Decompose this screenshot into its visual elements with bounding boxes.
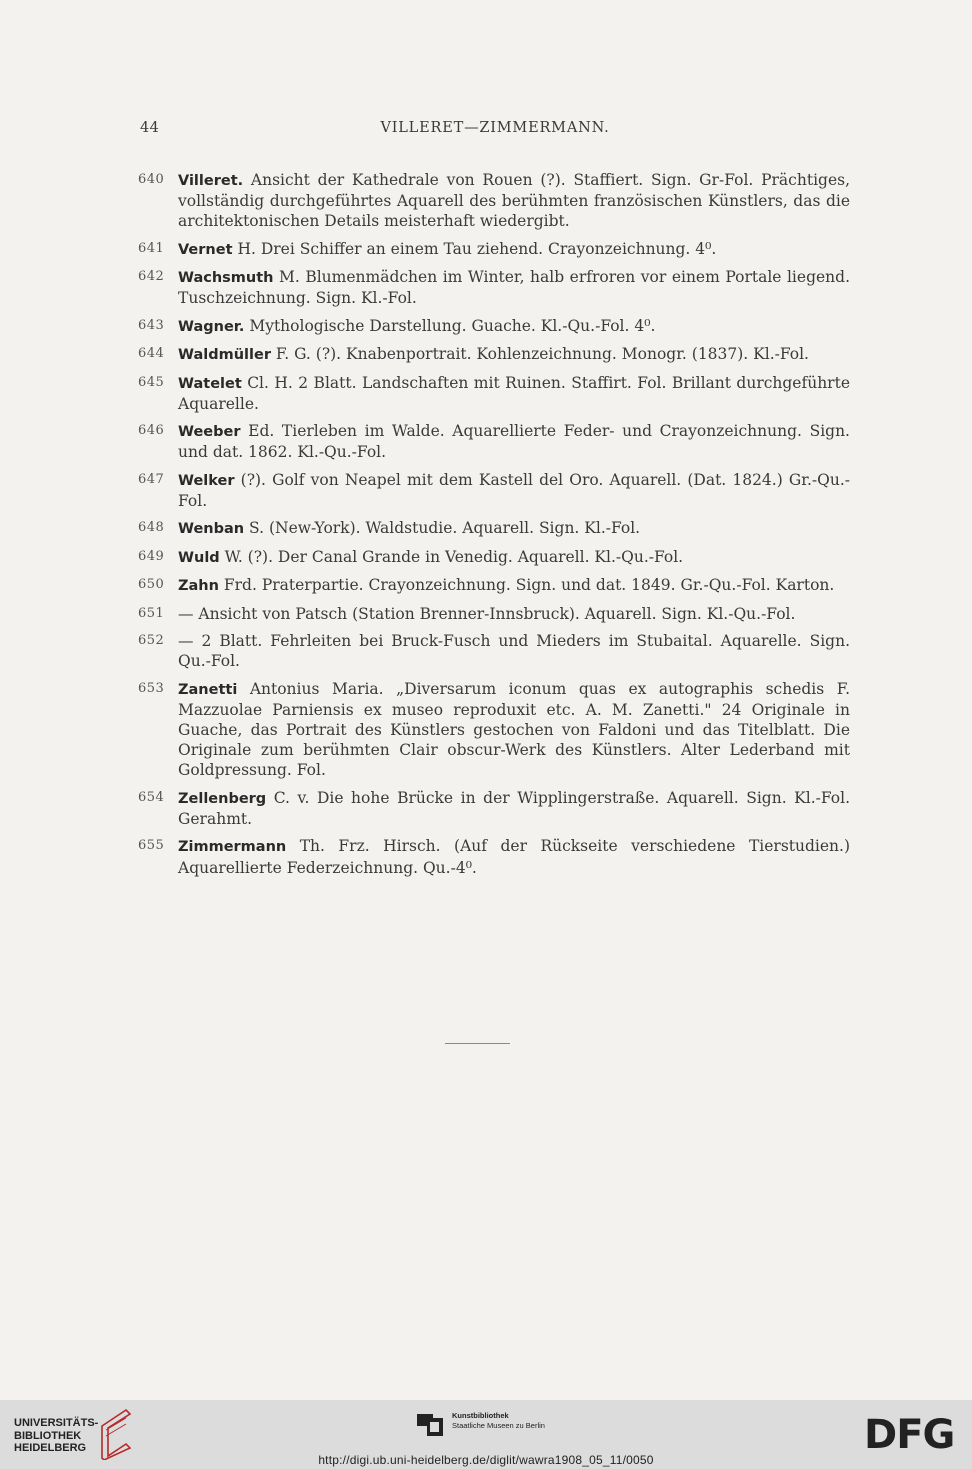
end-rule-divider (445, 1043, 510, 1044)
library-emblem-icon (96, 1406, 136, 1460)
entry-number: 650 (138, 577, 165, 593)
catalog-entry (138, 421, 850, 462)
library-line: HEIDELBERG (14, 1442, 87, 1454)
running-header (140, 120, 850, 144)
catalog-entry (138, 470, 850, 511)
catalog-entries (138, 170, 850, 885)
entry-number: 648 (138, 520, 165, 536)
artist-name: Wuld (178, 549, 220, 566)
artist-name: Weeber (178, 424, 241, 441)
entry-text: Cl. H. 2 Blatt. Landschaften mit Ruinen. Staffirt. Fol. Brillant durchgeführte Aquarelle. (178, 373, 850, 413)
artist-name: Zanetti (178, 681, 238, 698)
entry-text: (?). Golf von Neapel mit dem Kastell del Oro. Aquarell. (Dat. 1824.) Gr.-Qu.-Fol. (178, 470, 850, 510)
entry-number: 644 (138, 346, 165, 362)
artist-name: Watelet (178, 375, 242, 392)
entry-text: Frd. Praterpartie. Crayonzeichnung. Sign. und dat. 1849. Gr.-Qu.-Fol. Karton. (218, 576, 835, 595)
entry-number: 651 (138, 605, 165, 621)
catalog-entry (138, 836, 850, 877)
artist-name: Wagner. (178, 318, 245, 335)
catalog-entry (138, 679, 850, 781)
entry-number: 649 (138, 548, 165, 564)
entry-number: 655 (138, 838, 165, 854)
kunstbibliothek-logo-icon (415, 1410, 445, 1438)
artist-name: Waldmüller (178, 347, 271, 364)
entry-text: W. (?). Der Canal Grande in Venedig. Aquarell. Kl.-Qu.-Fol. (219, 547, 684, 566)
entry-number: 652 (138, 632, 165, 648)
catalog-entry (138, 239, 850, 260)
artist-name: Zellenberg (178, 790, 267, 807)
entry-text: Ansicht der Kathedrale von Rouen (?). Staffiert. Sign. Gr-Fol. Prächtiges, vollständig durchgeführtes Aquarell des berühmten französischen Künstlers, das die architektonischen Details meisterhaft wiedergibt. (178, 171, 850, 231)
artist-name: Welker (178, 472, 235, 489)
catalog-entry (138, 575, 850, 596)
catalog-entry (138, 344, 850, 365)
artist-name: Wachsmuth (178, 270, 274, 287)
artist-name: Villeret. (178, 173, 244, 189)
artist-name: Zahn (178, 578, 219, 595)
entry-number: 653 (138, 680, 165, 696)
catalog-entry (138, 267, 850, 308)
library-line: UNIVERSITÄTS- (14, 1417, 99, 1429)
entry-text: — 2 Blatt. Fehrleiten bei Bruck-Fusch und Mieders im Stubaital. Aquarelle. Sign. Qu.-Fol. (178, 631, 850, 671)
entry-text: H. Drei Schiffer an einem Tau ziehend. Crayonzeichnung. 4⁰. (232, 239, 717, 258)
artist-name: Wenban (178, 521, 245, 538)
entry-text: M. Blumenmädchen im Winter, halb erfroren vor einem Portale liegend. Tuschzeichnung. Sign. Kl.-Fol. (178, 268, 850, 308)
entry-text: S. (New-York). Waldstudie. Aquarell. Sign. Kl.-Fol. (244, 519, 641, 538)
entry-text: Antonius Maria. „Diversarum iconum quas ex autographis schedis F. Mazzuolae Parniensis ex museo reproduxit etc. A. M. Zanetti." 24 Originale in Guache, das Portrait des Künstlers gestochen von Faldoni und das Titelblatt. Die Originale zum berühmten Clair obscur-Werk des Künstlers. Alter Lederband mit Goldpressung. Fol. (178, 679, 850, 780)
entry-number: 643 (138, 317, 165, 333)
running-title: VILLERET—ZIMMERMANN. (380, 120, 610, 136)
university-library-logo-text (14, 1417, 98, 1455)
artist-name: Vernet (178, 241, 233, 258)
dfg-logo: DFG (864, 1412, 955, 1458)
entry-text: C. v. Die hohe Brücke in der Wipplingerstraße. Aquarell. Sign. Kl.-Fol. Gerahmt. (178, 788, 850, 828)
artist-name: Zimmermann (178, 839, 287, 856)
kb-title: Kunstbibliothek (452, 1411, 509, 1420)
entry-text: Th. Frz. Hirsch. (Auf der Rückseite verschiedene Tierstudien.) Aquarellierte Federzeichnung. Qu.-4⁰. (178, 837, 850, 877)
entry-text: F. G. (?). Knabenportrait. Kohlenzeichnung. Monogr. (1837). Kl.-Fol. (270, 345, 809, 364)
entry-text: — Ansicht von Patsch (Station Brenner-Innsbruck). Aquarell. Sign. Kl.-Qu.-Fol. (178, 604, 796, 623)
catalog-entry (138, 631, 850, 671)
catalog-entry (138, 316, 850, 337)
catalog-entry (138, 518, 850, 539)
kb-subtitle: Staatliche Museen zu Berlin (452, 1421, 545, 1430)
entry-number: 642 (138, 269, 165, 285)
entry-number: 646 (138, 423, 165, 439)
entry-number: 640 (138, 172, 165, 187)
entry-text: Mythologische Darstellung. Guache. Kl.-Qu.-Fol. 4⁰. (244, 316, 656, 335)
catalog-entry (138, 788, 850, 829)
catalog-entry (138, 604, 850, 624)
entry-text: Ed. Tierleben im Walde. Aquarellierte Feder- und Crayonzeichnung. Sign. und dat. 1862. Kl.-Qu.-Fol. (178, 422, 850, 462)
catalog-entry (138, 547, 850, 568)
entry-number: 641 (138, 240, 165, 256)
library-line: BIBLIOTHEK (14, 1429, 82, 1442)
catalog-entry (138, 373, 850, 414)
entry-number: 647 (138, 471, 165, 487)
source-url-link[interactable]: http://digi.ub.uni-heidelberg.de/diglit/wawra1908_05_11/0050 (318, 1453, 654, 1467)
entry-number: 645 (138, 374, 165, 390)
catalog-entry (138, 170, 850, 232)
digitization-footer (0, 1400, 972, 1469)
page-number: 44 (140, 120, 160, 136)
entry-number: 654 (138, 789, 165, 805)
kunstbibliothek-label (452, 1411, 545, 1431)
